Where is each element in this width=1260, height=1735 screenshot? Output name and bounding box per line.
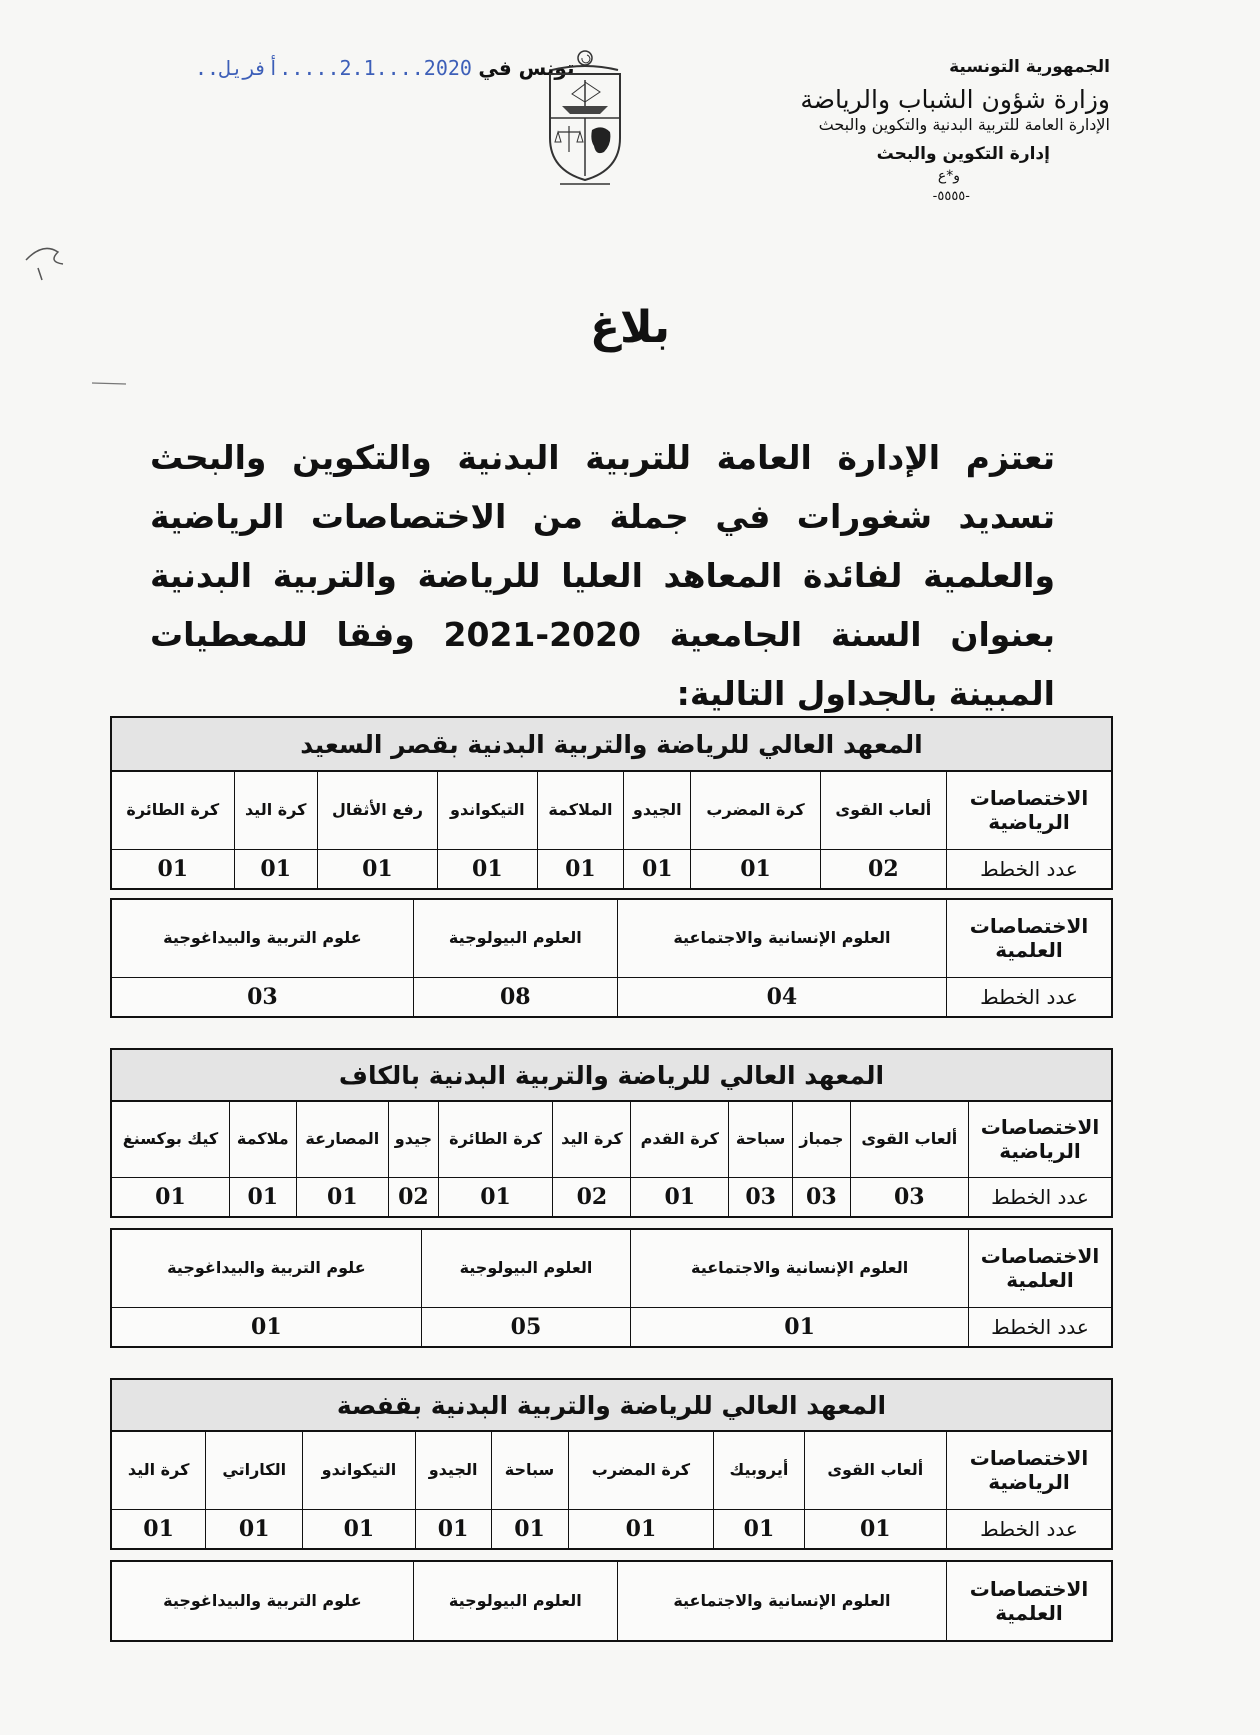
posts-cell: 03 xyxy=(850,1177,968,1217)
reference-code: و*ع xyxy=(937,168,960,185)
posts-cell: 01 xyxy=(537,849,624,889)
posts-cell: 01 xyxy=(111,1307,421,1347)
sport-cell: التيكواندو xyxy=(438,771,538,849)
sport-cell: الملاكمة xyxy=(537,771,624,849)
sport-cell: كرة اليد xyxy=(111,1431,206,1509)
sport-cell: رفع الأثقال xyxy=(317,771,437,849)
institute-table-gafsa-sciences xyxy=(110,1560,1113,1642)
posts-cell: 01 xyxy=(491,1509,568,1549)
science-cell: العلوم البيولوجية xyxy=(413,1561,617,1641)
posts-cell: 01 xyxy=(624,849,691,889)
sport-cell: سباحة xyxy=(729,1101,793,1177)
institute-table-kef-sports xyxy=(110,1048,1113,1218)
sport-cell: ملاكمة xyxy=(229,1101,296,1177)
sport-cell: التيكواندو xyxy=(303,1431,415,1509)
sport-cell: جيدو xyxy=(389,1101,439,1177)
directorate-name: الإدارة العامة للتربية البدنية والتكوين والبحث xyxy=(818,115,1110,135)
posts-cell: 08 xyxy=(413,977,617,1017)
science-cell: العلوم الإنسانية والاجتماعية xyxy=(631,1229,969,1307)
row-header-posts: عدد الخطط xyxy=(969,1307,1113,1347)
institute-name: المعهد العالي للرياضة والتربية البدنية بقصر السعيد xyxy=(111,717,1112,771)
row-header-science-specialties: الاختصاصات العلمية xyxy=(947,1561,1113,1641)
posts-cell: 01 xyxy=(568,1509,714,1549)
sport-cell: الجيدو xyxy=(624,771,691,849)
posts-cell: 02 xyxy=(553,1177,631,1217)
row-header-sport-specialties: الاختصاصات الرياضية xyxy=(947,1431,1113,1509)
posts-cell: 01 xyxy=(691,849,820,889)
sport-cell: ألعاب القوى xyxy=(804,1431,946,1509)
posts-cell: 01 xyxy=(303,1509,415,1549)
sport-cell: كرة القدم xyxy=(631,1101,729,1177)
sub-directorate-name: إدارة التكوين والبحث xyxy=(876,143,1050,164)
row-header-science-specialties: الاختصاصات العلمية xyxy=(969,1229,1113,1307)
announcement-body: تعتزم الإدارة العامة للتربية البدنية والتكوين والبحث تسديد شغورات في جملة من الاختصاصات الرياضية والعلمية لفائدة المعاهد العليا للرياضة والتربية البدنية بعنوان السنة الجامعية 2020-2021 وفقا للمعطيات المبينة بالجداول التالية: xyxy=(150,438,1055,713)
sport-cell: كرة الطائرة xyxy=(438,1101,553,1177)
posts-cell: 05 xyxy=(421,1307,630,1347)
pen-stroke-icon xyxy=(90,378,130,388)
posts-cell: 01 xyxy=(296,1177,389,1217)
posts-cell: 01 xyxy=(206,1509,303,1549)
posts-cell: 01 xyxy=(415,1509,491,1549)
sport-cell: ألعاب القوى xyxy=(820,771,946,849)
sport-cell: كرة اليد xyxy=(234,771,317,849)
sport-cell: كيك بوكسنغ xyxy=(111,1101,229,1177)
date-label: تونس في xyxy=(478,56,575,80)
science-cell: علوم التربية والبيداغوجية xyxy=(111,1229,421,1307)
posts-cell: 01 xyxy=(438,1177,553,1217)
sport-cell: الجيدو xyxy=(415,1431,491,1509)
letterhead xyxy=(750,58,1110,205)
institute-table-ksar-said-sports xyxy=(110,716,1113,890)
sport-cell: أيروبيك xyxy=(714,1431,804,1509)
posts-cell: 01 xyxy=(714,1509,804,1549)
sport-cell: جمباز xyxy=(793,1101,851,1177)
reference-number: -٥٥٥٥- xyxy=(932,189,970,205)
sport-cell: المصارعة xyxy=(296,1101,389,1177)
posts-cell: 01 xyxy=(438,849,538,889)
posts-cell: 03 xyxy=(729,1177,793,1217)
sport-cell: كرة اليد xyxy=(553,1101,631,1177)
posts-cell: 03 xyxy=(793,1177,851,1217)
institute-table-gafsa-sports xyxy=(110,1378,1113,1550)
posts-cell: 01 xyxy=(111,1509,206,1549)
institute-table-ksar-said-sciences xyxy=(110,898,1113,1018)
ministry-name: وزارة شؤون الشباب والرياضة xyxy=(800,84,1110,114)
posts-cell: 01 xyxy=(111,1177,229,1217)
posts-cell: 01 xyxy=(804,1509,946,1549)
institute-name: المعهد العالي للرياضة والتربية البدنية بقفصة xyxy=(111,1379,1112,1431)
row-header-posts: عدد الخطط xyxy=(947,849,1113,889)
sport-cell: الكاراتي xyxy=(206,1431,303,1509)
posts-cell: 01 xyxy=(631,1307,969,1347)
science-cell: العلوم الإنسانية والاجتماعية xyxy=(617,899,946,977)
row-header-posts: عدد الخطط xyxy=(947,977,1113,1017)
posts-cell: 02 xyxy=(820,849,946,889)
posts-cell: 01 xyxy=(631,1177,729,1217)
posts-cell: 01 xyxy=(317,849,437,889)
posts-cell: 03 xyxy=(111,977,413,1017)
sport-cell: سباحة xyxy=(491,1431,568,1509)
sport-cell: كرة المضرب xyxy=(691,771,820,849)
republic-name: الجمهورية التونسية xyxy=(949,57,1110,77)
handwritten-mark-icon xyxy=(18,240,68,290)
institute-name: المعهد العالي للرياضة والتربية البدنية بالكاف xyxy=(111,1049,1112,1101)
page-title: بلاغ xyxy=(590,302,670,353)
institute-table-kef-sciences xyxy=(110,1228,1113,1348)
date-stamp: 2020....2.1.....أفريل.. xyxy=(195,56,472,80)
science-cell: علوم التربية والبيداغوجية xyxy=(111,899,413,977)
posts-cell: 01 xyxy=(234,849,317,889)
posts-cell: 04 xyxy=(617,977,946,1017)
row-header-posts: عدد الخطط xyxy=(969,1177,1113,1217)
science-cell: العلوم البيولوجية xyxy=(413,899,617,977)
row-header-sport-specialties: الاختصاصات الرياضية xyxy=(947,771,1113,849)
row-header-sport-specialties: الاختصاصات الرياضية xyxy=(969,1101,1113,1177)
science-cell: العلوم الإنسانية والاجتماعية xyxy=(617,1561,946,1641)
tunisia-coat-of-arms-icon xyxy=(540,48,630,188)
sport-cell: كرة الطائرة xyxy=(111,771,234,849)
posts-cell: 01 xyxy=(111,849,234,889)
date-line xyxy=(195,56,574,80)
science-cell: العلوم البيولوجية xyxy=(421,1229,630,1307)
posts-cell: 01 xyxy=(229,1177,296,1217)
sport-cell: كرة المضرب xyxy=(568,1431,714,1509)
row-header-science-specialties: الاختصاصات العلمية xyxy=(947,899,1113,977)
posts-cell: 02 xyxy=(389,1177,439,1217)
science-cell: علوم التربية والبيداغوجية xyxy=(111,1561,413,1641)
sport-cell: ألعاب القوى xyxy=(850,1101,968,1177)
row-header-posts: عدد الخطط xyxy=(947,1509,1113,1549)
